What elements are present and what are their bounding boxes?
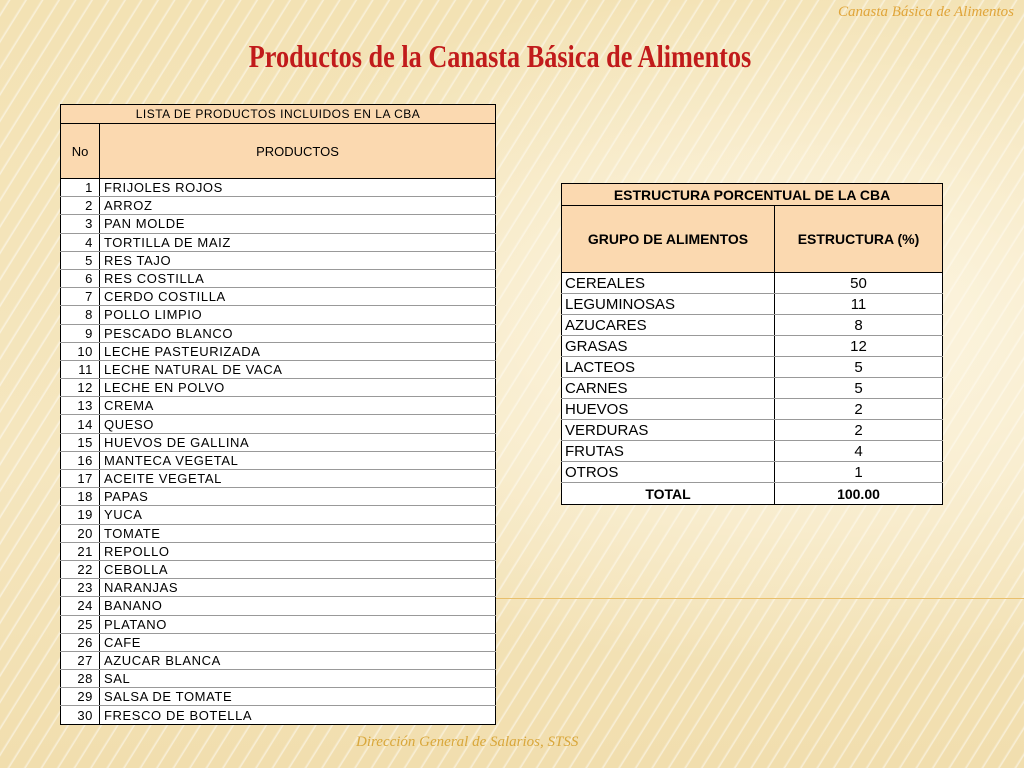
product-number: 16 <box>61 451 100 469</box>
product-name: CAFE <box>100 633 496 651</box>
table-row <box>61 506 496 524</box>
food-group: LACTEOS <box>562 357 775 378</box>
product-number: 12 <box>61 379 100 397</box>
food-group: GRASAS <box>562 336 775 357</box>
divider-line <box>496 598 1024 599</box>
product-name: TOMATE <box>100 524 496 542</box>
table-row <box>562 420 943 441</box>
product-name: ARROZ <box>100 197 496 215</box>
structure-percent: 11 <box>775 294 943 315</box>
product-number: 11 <box>61 360 100 378</box>
table-row <box>562 336 943 357</box>
product-name: PAN MOLDE <box>100 215 496 233</box>
column-header-group: GRUPO DE ALIMENTOS <box>562 206 775 273</box>
products-table <box>60 104 496 725</box>
table-row <box>61 706 496 724</box>
product-name: LECHE PASTEURIZADA <box>100 342 496 360</box>
table-row <box>61 560 496 578</box>
product-number: 14 <box>61 415 100 433</box>
product-number: 27 <box>61 651 100 669</box>
structure-percent: 50 <box>775 273 943 294</box>
product-number: 21 <box>61 542 100 560</box>
product-number: 15 <box>61 433 100 451</box>
food-group: FRUTAS <box>562 441 775 462</box>
product-name: AZUCAR BLANCA <box>100 651 496 669</box>
product-name: POLLO LIMPIO <box>100 306 496 324</box>
table-row <box>61 579 496 597</box>
product-name: YUCA <box>100 506 496 524</box>
product-name: PESCADO BLANCO <box>100 324 496 342</box>
structure-table <box>561 183 943 505</box>
table-row <box>61 179 496 197</box>
food-group: HUEVOS <box>562 399 775 420</box>
product-name: RES COSTILLA <box>100 269 496 287</box>
structure-percent: 1 <box>775 462 943 483</box>
product-name: SALSA DE TOMATE <box>100 688 496 706</box>
product-number: 1 <box>61 179 100 197</box>
table-row <box>61 397 496 415</box>
total-row <box>562 483 943 505</box>
product-name: HUEVOS DE GALLINA <box>100 433 496 451</box>
structure-table-caption: ESTRUCTURA PORCENTUAL DE LA CBA <box>562 184 943 206</box>
column-header-products: PRODUCTOS <box>100 124 496 179</box>
structure-percent: 12 <box>775 336 943 357</box>
product-number: 23 <box>61 579 100 597</box>
product-number: 9 <box>61 324 100 342</box>
table-row <box>61 342 496 360</box>
product-name: FRIJOLES ROJOS <box>100 179 496 197</box>
table-row <box>61 251 496 269</box>
product-name: NARANJAS <box>100 579 496 597</box>
product-name: CEBOLLA <box>100 560 496 578</box>
food-group: CEREALES <box>562 273 775 294</box>
table-row <box>61 542 496 560</box>
table-row <box>61 488 496 506</box>
product-number: 3 <box>61 215 100 233</box>
table-row <box>61 633 496 651</box>
structure-percent: 2 <box>775 399 943 420</box>
food-group: LEGUMINOSAS <box>562 294 775 315</box>
product-name: QUESO <box>100 415 496 433</box>
product-number: 6 <box>61 269 100 287</box>
total-label: TOTAL <box>562 483 775 505</box>
product-number: 7 <box>61 288 100 306</box>
total-value: 100.00 <box>775 483 943 505</box>
table-row <box>61 470 496 488</box>
table-row <box>562 441 943 462</box>
table-row <box>61 197 496 215</box>
structure-percent: 5 <box>775 378 943 399</box>
table-row <box>61 415 496 433</box>
table-row <box>61 524 496 542</box>
table-row <box>61 433 496 451</box>
product-number: 4 <box>61 233 100 251</box>
table-row <box>61 360 496 378</box>
product-number: 18 <box>61 488 100 506</box>
table-row <box>61 233 496 251</box>
product-number: 13 <box>61 397 100 415</box>
table-row <box>61 379 496 397</box>
product-name: TORTILLA DE MAIZ <box>100 233 496 251</box>
table-row <box>61 615 496 633</box>
product-name: FRESCO DE BOTELLA <box>100 706 496 724</box>
table-row <box>562 315 943 336</box>
table-row <box>61 288 496 306</box>
column-header-structure: ESTRUCTURA (%) <box>775 206 943 273</box>
product-name: SAL <box>100 670 496 688</box>
structure-table-body <box>562 273 943 483</box>
structure-percent: 5 <box>775 357 943 378</box>
corner-title: Canasta Básica de Alimentos <box>838 4 1014 20</box>
food-group: AZUCARES <box>562 315 775 336</box>
table-row <box>562 294 943 315</box>
table-row <box>61 670 496 688</box>
table-row <box>562 357 943 378</box>
products-table-body <box>61 179 496 725</box>
food-group: OTROS <box>562 462 775 483</box>
product-name: PAPAS <box>100 488 496 506</box>
product-name: PLATANO <box>100 615 496 633</box>
product-number: 28 <box>61 670 100 688</box>
product-number: 10 <box>61 342 100 360</box>
column-header-no: No <box>61 124 100 179</box>
product-name: REPOLLO <box>100 542 496 560</box>
product-number: 20 <box>61 524 100 542</box>
product-number: 30 <box>61 706 100 724</box>
product-name: LECHE NATURAL DE VACA <box>100 360 496 378</box>
table-row <box>562 399 943 420</box>
table-row <box>61 269 496 287</box>
table-row <box>562 273 943 294</box>
product-number: 5 <box>61 251 100 269</box>
product-name: ACEITE VEGETAL <box>100 470 496 488</box>
product-number: 26 <box>61 633 100 651</box>
footer-text: Dirección General de Salarios, STSS <box>356 734 579 750</box>
product-number: 25 <box>61 615 100 633</box>
table-row <box>562 378 943 399</box>
product-name: BANANO <box>100 597 496 615</box>
product-number: 2 <box>61 197 100 215</box>
product-number: 22 <box>61 560 100 578</box>
product-number: 24 <box>61 597 100 615</box>
product-name: CREMA <box>100 397 496 415</box>
table-row <box>61 597 496 615</box>
product-name: MANTECA VEGETAL <box>100 451 496 469</box>
product-number: 29 <box>61 688 100 706</box>
structure-percent: 8 <box>775 315 943 336</box>
table-row <box>61 215 496 233</box>
product-name: RES TAJO <box>100 251 496 269</box>
structure-percent: 4 <box>775 441 943 462</box>
table-row <box>61 306 496 324</box>
table-row <box>61 324 496 342</box>
product-number: 17 <box>61 470 100 488</box>
table-row <box>61 651 496 669</box>
products-table-caption: LISTA DE PRODUCTOS INCLUIDOS EN LA CBA <box>61 105 496 124</box>
product-number: 8 <box>61 306 100 324</box>
structure-percent: 2 <box>775 420 943 441</box>
product-name: CERDO COSTILLA <box>100 288 496 306</box>
food-group: VERDURAS <box>562 420 775 441</box>
food-group: CARNES <box>562 378 775 399</box>
table-row <box>562 462 943 483</box>
table-row <box>61 451 496 469</box>
table-row <box>61 688 496 706</box>
page-title: Productos de la Canasta Básica de Alimentos <box>248 38 752 74</box>
product-number: 19 <box>61 506 100 524</box>
product-name: LECHE EN POLVO <box>100 379 496 397</box>
